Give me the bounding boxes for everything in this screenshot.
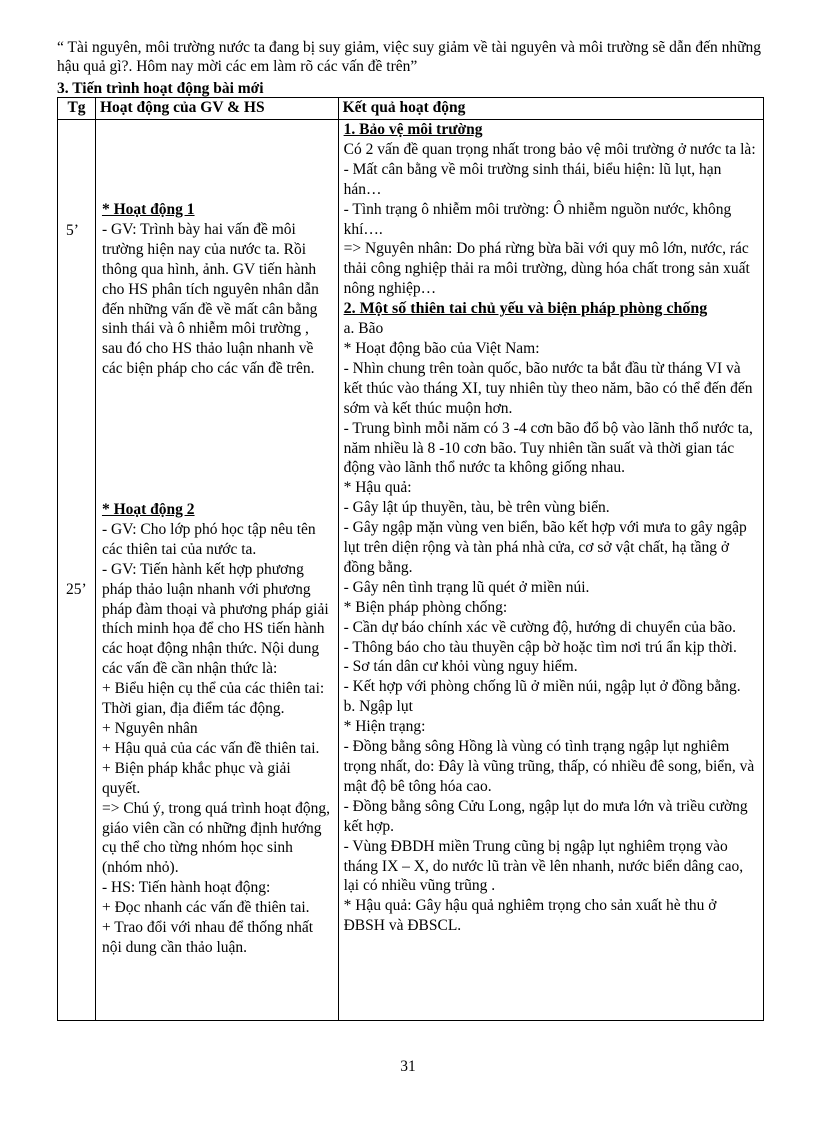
activity-2-line: - HS: Tiến hành hoạt động: xyxy=(101,879,271,897)
activity-2-line: => Chú ý, trong quá trình hoạt động, giáo viên cần có những định hướng cụ thể cho từng nhóm học sinh (nhóm nhỏ). xyxy=(101,799,330,877)
result-line: - Gây ngập mặn vùng ven biển, bão kết hợp với mưa to gây ngập lụt trên diện rộng và tàn phá nhà cửa, cơ sở vật chất, hạ tầng ở đồng bằng. xyxy=(343,519,747,576)
activity-1-title: * Hoạt động 1 xyxy=(101,201,195,218)
activities-column xyxy=(95,120,338,1021)
activity-2-line: + Trao đổi với nhau để thống nhất nội dung cần thảo luận. xyxy=(101,919,314,956)
result-line: => Nguyên nhân: Do phá rừng bừa bãi với quy mô lớn, nước, rác thải công nghiệp thải ra môi trường, dùng hóa chất trong sản xuất nông nghiệp… xyxy=(343,240,750,298)
result-line: Có 2 vấn đề quan trọng nhất trong bảo vệ môi trường ở nước ta là: xyxy=(343,140,756,158)
header-time: Tg xyxy=(58,98,96,120)
table-header-row xyxy=(58,98,764,120)
activity-2-line: + Biện pháp khắc phục và giải quyết. xyxy=(101,759,291,797)
page-number: 31 xyxy=(400,1058,416,1075)
result-line: - Kết hợp với phòng chống lũ ở miền núi, ngập lụt ở đồng bằng. xyxy=(343,678,741,696)
result-heading-disasters: 2. Một số thiên tai chủ yếu và biện pháp phòng chống xyxy=(343,300,708,318)
activity-2 xyxy=(102,500,333,958)
result-line: - Thông báo cho tàu thuyền cập bờ hoặc tìm nơi trú ẩn kịp thời. xyxy=(343,638,737,656)
intro-paragraph: “ Tài nguyên, môi trường nước ta đang bị suy giảm, việc suy giảm về tài nguyên và môi trường sẽ dẫn đến những hậu quả gì?. Hôm nay mời các em làm rõ các vấn đề trên” xyxy=(57,39,762,75)
time-activity-1: 5’ xyxy=(66,222,79,239)
result-line: - Trung bình mỗi năm có 3 -4 cơn bão đổ bộ vào lãnh thổ nước ta, năm nhiều là 8 -10 cơn bão. Tuy nhiên tần suất và thời gian tác động vào lãnh thổ nước ta không giống nhau. xyxy=(343,419,753,477)
result-line: - Tình trạng ô nhiễm môi trường: Ô nhiễm nguồn nước, không khí…. xyxy=(343,200,732,238)
header-activities: Hoạt động của GV & HS xyxy=(95,98,338,120)
table-row xyxy=(58,120,764,1021)
activity-2-title: * Hoạt động 2 xyxy=(101,501,195,518)
result-line: * Biện pháp phòng chống: xyxy=(343,598,508,616)
result-line: * Hoạt động bão của Việt Nam: xyxy=(343,339,540,357)
result-line: b. Ngập lụt xyxy=(343,698,413,716)
result-heading-environment: 1. Bảo vệ môi trường xyxy=(343,121,483,138)
results-column xyxy=(338,120,763,1021)
result-line: * Hậu quả: Gây hậu quả nghiêm trọng cho sản xuất hè thu ở ĐBSH và ĐBSCL. xyxy=(343,897,717,935)
activity-1 xyxy=(102,200,333,379)
result-line: - Sơ tán dân cư khỏi vùng nguy hiểm. xyxy=(343,658,578,676)
result-line: - Mất cân bằng về môi trường sinh thái, biểu hiện: lũ lụt, hạn hán… xyxy=(343,160,722,198)
activity-2-line: + Nguyên nhân xyxy=(101,719,198,737)
result-line: - Đồng bằng sông Hồng là vùng có tình trạng ngập lụt nghiêm trọng nhất, do: Đây là vũng trũng, thấp, có nhiều đê song, biển, và mật độ bê tông hóa cao. xyxy=(343,738,755,795)
section-heading: 3. Tiến trình hoạt động bài mới xyxy=(57,80,264,97)
header-results: Kết quả hoạt động xyxy=(338,98,763,120)
result-line: - Gây lật úp thuyền, tàu, bè trên vùng biển. xyxy=(343,499,610,517)
result-line: - Gây nên tình trạng lũ quét ở miền núi. xyxy=(343,578,590,596)
activity-2-line: - GV: Tiến hành kết hợp phương pháp thảo luận nhanh với phương pháp đàm thoại và phương pháp giải thích minh họa để cho HS tiến hành các hoạt động nhận thức. Nội dung các vấn đề cần nhận thức là: xyxy=(101,560,329,678)
result-line: - Nhìn chung trên toàn quốc, bão nước ta bắt đầu từ tháng VI và kết thúc vào tháng XI, tuy nhiên tùy theo năm, bão có thể đến đến sớm và kết thúc muộn hơn. xyxy=(343,359,753,417)
time-activity-2: 25’ xyxy=(66,581,87,598)
result-line: a. Bão xyxy=(343,320,384,338)
activity-2-line: - GV: Cho lớp phó học tập nêu tên các thiên tai của nước ta. xyxy=(101,520,316,558)
activity-2-line: + Biểu hiện cụ thể của các thiên tai: Thời gian, địa điểm tác động. xyxy=(101,680,325,718)
activity-1-text: - GV: Trình bày hai vấn đề môi trường hiện nay của nước ta. Rồi thông qua hình, ảnh. GV tiến hành cho HS phân tích nguyên nhân dẫn đến những vấn đề về mất cân bằng sinh thái và ô nhiễm môi trường , sau đó cho HS thảo luận nhanh về các biện pháp cho các vấn đề trên. xyxy=(101,220,319,378)
result-line: * Hiện trạng: xyxy=(343,718,426,736)
time-column xyxy=(58,120,96,1021)
activity-2-line: + Hậu quả của các vấn đề thiên tai. xyxy=(101,739,320,757)
result-line: - Vùng ĐBDH miền Trung cũng bị ngập lụt nghiêm trọng vào tháng IX – X, do nước lũ tràn về lên nhanh, nước biển dâng cao, lại có nhiều vũng trũng . xyxy=(343,837,744,895)
result-line: - Cần dự báo chính xác về cường độ, hướng di chuyển của bão. xyxy=(343,618,736,636)
result-line: - Đồng bằng sông Cửu Long, ngập lụt do mưa lớn và triều cường kết hợp. xyxy=(343,797,748,835)
lesson-plan-table xyxy=(57,97,764,1021)
result-line: * Hậu quả: xyxy=(343,479,412,497)
activity-2-line: + Đọc nhanh các vấn đề thiên tai. xyxy=(101,899,310,917)
